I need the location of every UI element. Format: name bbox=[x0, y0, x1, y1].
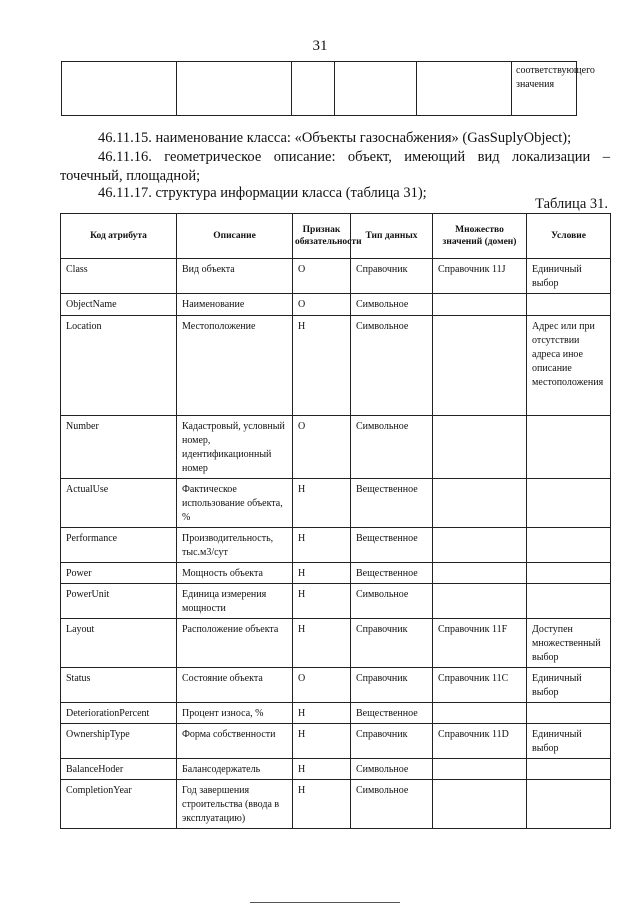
cell-mandatory: Н bbox=[293, 563, 351, 584]
cell-description: Год завершения строительства (ввода в эксплуатацию) bbox=[177, 780, 293, 829]
cell-mandatory: Н bbox=[293, 584, 351, 619]
table-row bbox=[61, 584, 611, 619]
cell-description: Кадастровый, условный номер, идентификационный номер bbox=[177, 416, 293, 479]
cell-data-type: Справочник bbox=[351, 259, 433, 294]
table-cell bbox=[335, 62, 417, 116]
table-header-row bbox=[61, 214, 611, 259]
table-row bbox=[62, 62, 577, 116]
cell-domain bbox=[433, 780, 527, 829]
table-row bbox=[61, 259, 611, 294]
cell-mandatory: Н bbox=[293, 316, 351, 416]
cell-data-type: Символьное bbox=[351, 780, 433, 829]
table-row bbox=[61, 780, 611, 829]
cell-attribute-code: ObjectName bbox=[61, 294, 177, 316]
cell-description: Процент износа, % bbox=[177, 703, 293, 724]
cell-domain: Справочник 11D bbox=[433, 724, 527, 759]
cell-attribute-code: BalanceHoder bbox=[61, 759, 177, 780]
header-attribute-code: Код атрибута bbox=[61, 214, 177, 259]
header-description: Описание bbox=[177, 214, 293, 259]
cell-mandatory: Н bbox=[293, 479, 351, 528]
cell-condition bbox=[527, 416, 611, 479]
cell-condition bbox=[527, 703, 611, 724]
table-caption: Таблица 31. bbox=[535, 196, 608, 212]
table-row bbox=[61, 759, 611, 780]
cell-attribute-code: Performance bbox=[61, 528, 177, 563]
cell-domain bbox=[433, 528, 527, 563]
table-cell bbox=[177, 62, 292, 116]
header-mandatory: Признак обязательности bbox=[293, 214, 351, 259]
cell-data-type: Символьное bbox=[351, 584, 433, 619]
paragraph-geometry-continued: точечный, площадной; bbox=[60, 168, 201, 184]
cell-condition bbox=[527, 780, 611, 829]
cell-domain bbox=[433, 294, 527, 316]
paragraph-geometry: 46.11.16. геометрическое описание: объект, имеющий вид локализации – bbox=[98, 149, 610, 165]
paragraph-structure: 46.11.17. структура информации класса (таблица 31); bbox=[98, 185, 427, 201]
table-row bbox=[61, 294, 611, 316]
header-condition: Условие bbox=[527, 214, 611, 259]
cell-attribute-code: CompletionYear bbox=[61, 780, 177, 829]
table-row bbox=[61, 703, 611, 724]
cell-data-type: Справочник bbox=[351, 668, 433, 703]
table-row bbox=[61, 668, 611, 703]
cell-attribute-code: Layout bbox=[61, 619, 177, 668]
cell-mandatory: О bbox=[293, 259, 351, 294]
attribute-table bbox=[60, 213, 611, 829]
cell-description: Балансодержатель bbox=[177, 759, 293, 780]
table-row bbox=[61, 619, 611, 668]
table-cell bbox=[417, 62, 512, 116]
cell-description: Состояние объекта bbox=[177, 668, 293, 703]
cell-attribute-code: PowerUnit bbox=[61, 584, 177, 619]
cell-condition bbox=[527, 563, 611, 584]
table-cell: соответствующего значения bbox=[512, 62, 577, 116]
cell-domain bbox=[433, 416, 527, 479]
cell-description: Единица измерения мощности bbox=[177, 584, 293, 619]
cell-condition bbox=[527, 584, 611, 619]
cell-condition: Единичный выбор bbox=[527, 259, 611, 294]
cell-condition bbox=[527, 479, 611, 528]
table-row bbox=[61, 416, 611, 479]
cell-data-type: Символьное bbox=[351, 294, 433, 316]
cell-attribute-code: OwnershipType bbox=[61, 724, 177, 759]
page-number: 31 bbox=[312, 38, 328, 54]
cell-domain: Справочник 11С bbox=[433, 668, 527, 703]
cell-data-type: Вещественное bbox=[351, 703, 433, 724]
cell-description: Форма собственности bbox=[177, 724, 293, 759]
cell-mandatory: О bbox=[293, 294, 351, 316]
cell-description: Расположение объекта bbox=[177, 619, 293, 668]
cell-domain bbox=[433, 479, 527, 528]
cell-attribute-code: Location bbox=[61, 316, 177, 416]
table-row bbox=[61, 479, 611, 528]
cell-domain bbox=[433, 563, 527, 584]
cell-condition: Доступен множественный выбор bbox=[527, 619, 611, 668]
cell-mandatory: Н bbox=[293, 703, 351, 724]
cell-data-type: Символьное bbox=[351, 759, 433, 780]
cell-condition bbox=[527, 294, 611, 316]
cell-description: Местоположение bbox=[177, 316, 293, 416]
cell-description: Мощность объекта bbox=[177, 563, 293, 584]
table-row bbox=[61, 724, 611, 759]
cell-attribute-code: ActualUse bbox=[61, 479, 177, 528]
cell-data-type: Вещественное bbox=[351, 563, 433, 584]
cell-attribute-code: Number bbox=[61, 416, 177, 479]
cell-domain bbox=[433, 759, 527, 780]
table-cell bbox=[292, 62, 335, 116]
table-row bbox=[61, 528, 611, 563]
cell-data-type: Вещественное bbox=[351, 528, 433, 563]
cell-attribute-code: Power bbox=[61, 563, 177, 584]
cell-attribute-code: Status bbox=[61, 668, 177, 703]
cell-mandatory: О bbox=[293, 668, 351, 703]
cell-mandatory: Н bbox=[293, 619, 351, 668]
cell-mandatory: Н bbox=[293, 759, 351, 780]
cell-condition: Единичный выбор bbox=[527, 668, 611, 703]
table-row bbox=[61, 563, 611, 584]
header-domain: Множество значений (домен) bbox=[433, 214, 527, 259]
cell-condition bbox=[527, 759, 611, 780]
cell-domain: Справочник 11J bbox=[433, 259, 527, 294]
cell-description: Наименование bbox=[177, 294, 293, 316]
paragraph-class-name: 46.11.15. наименование класса: «Объекты газоснабжения» (GasSuplyObject); bbox=[98, 130, 572, 146]
cell-data-type: Справочник bbox=[351, 619, 433, 668]
cell-mandatory: Н bbox=[293, 780, 351, 829]
cell-domain bbox=[433, 703, 527, 724]
bottom-divider bbox=[250, 902, 400, 903]
continued-table-fragment bbox=[61, 61, 595, 116]
cell-description: Вид объекта bbox=[177, 259, 293, 294]
cell-mandatory: Н bbox=[293, 724, 351, 759]
header-data-type: Тип данных bbox=[351, 214, 433, 259]
cell-mandatory: О bbox=[293, 416, 351, 479]
cell-data-type: Символьное bbox=[351, 416, 433, 479]
cell-domain bbox=[433, 584, 527, 619]
table-cell bbox=[62, 62, 177, 116]
cell-description: Производительность, тыс.м3/сут bbox=[177, 528, 293, 563]
cell-condition: Единичный выбор bbox=[527, 724, 611, 759]
cell-data-type: Справочник bbox=[351, 724, 433, 759]
cell-domain: Справочник 11F bbox=[433, 619, 527, 668]
cell-data-type: Вещественное bbox=[351, 479, 433, 528]
cell-attribute-code: DeteriorationPercent bbox=[61, 703, 177, 724]
cell-condition bbox=[527, 528, 611, 563]
cell-data-type: Символьное bbox=[351, 316, 433, 416]
cell-attribute-code: Class bbox=[61, 259, 177, 294]
cell-mandatory: Н bbox=[293, 528, 351, 563]
cell-condition: Адрес или при отсутствии адреса иное описание местоположения bbox=[527, 316, 611, 416]
cell-description: Фактическое использование объекта, % bbox=[177, 479, 293, 528]
cell-domain bbox=[433, 316, 527, 416]
table-row bbox=[61, 316, 611, 416]
